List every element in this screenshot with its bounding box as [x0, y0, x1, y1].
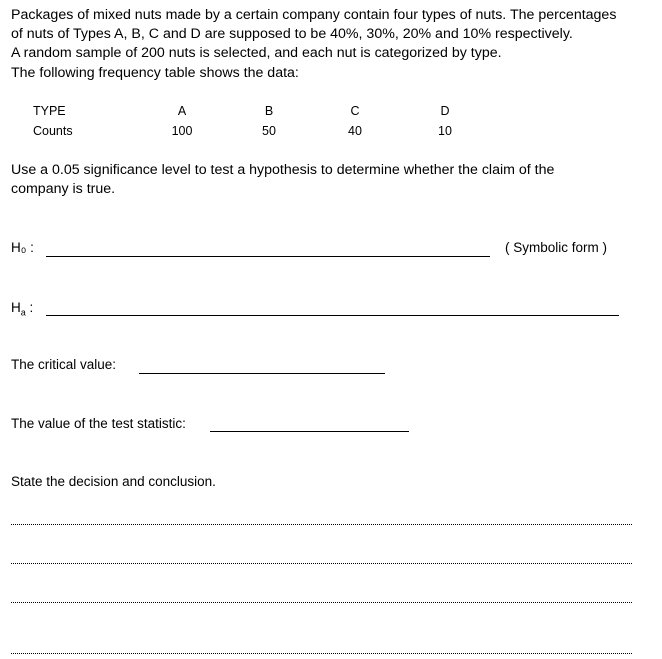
ha-label — [11, 300, 33, 318]
decision-label: State the decision and conclusion. — [11, 474, 216, 489]
decision-answer-line-2[interactable] — [11, 563, 632, 564]
critical-value-label: The critical value: — [11, 357, 117, 372]
question-line-1: Use a 0.05 significance level to test a hypothesis to determine whether the claim of the — [11, 162, 555, 178]
intro-line-4: The following frequency table shows the data: — [11, 64, 299, 81]
table-row-label-counts: Counts — [33, 124, 73, 138]
table-row-label-type: TYPE — [33, 104, 66, 118]
ha-answer-line[interactable] — [46, 315, 619, 316]
question-line-2: company is true. — [11, 181, 116, 197]
table-count-d: 10 — [438, 124, 452, 138]
intro-line-3: A random sample of 200 nuts is selected, and each nut is categorized by type. — [11, 45, 502, 62]
table-type-b: B — [264, 104, 274, 118]
h0-answer-line[interactable] — [46, 256, 490, 257]
intro-line-1: Packages of mixed nuts made by a certain company contain four types of nuts. The percentages — [11, 7, 617, 23]
decision-answer-line-1[interactable] — [11, 524, 632, 525]
decision-answer-line-3[interactable] — [11, 602, 632, 603]
question-text — [11, 161, 554, 199]
table-type-d: D — [440, 104, 450, 118]
table-type-c: C — [350, 104, 360, 118]
intro-paragraph — [11, 6, 616, 83]
intro-line-2: of nuts of Types A, B, C and D are supposed to be 40%, 30%, 20% and 10% respectively. — [11, 26, 573, 43]
ha-label-colon: : — [25, 300, 34, 315]
ha-label-main: H — [11, 300, 21, 315]
test-statistic-answer-line[interactable] — [210, 431, 409, 432]
symbolic-form-note: ( Symbolic form ) — [505, 240, 608, 255]
table-count-b: 50 — [262, 124, 276, 138]
critical-value-answer-line[interactable] — [139, 373, 385, 374]
test-statistic-label: The value of the test statistic: — [11, 416, 186, 431]
table-count-c: 40 — [348, 124, 362, 138]
decision-answer-line-4[interactable] — [11, 653, 632, 654]
table-type-a: A — [177, 104, 187, 118]
ha-label-sub: a — [20, 307, 26, 318]
h0-label: H₀ : — [11, 240, 34, 255]
table-count-a: 100 — [171, 124, 193, 138]
